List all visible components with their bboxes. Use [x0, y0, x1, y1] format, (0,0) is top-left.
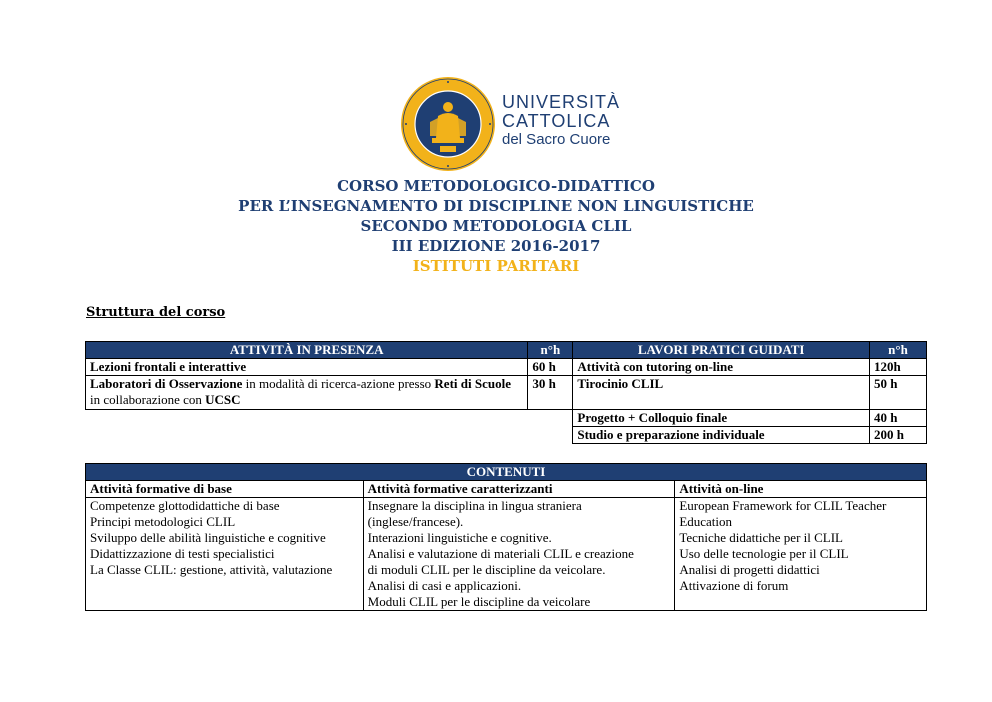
- table-cell-empty: [528, 410, 573, 427]
- table-cell: 40 h: [870, 410, 927, 427]
- table-cell: Studio e preparazione individuale: [573, 427, 870, 444]
- list-item: Moduli CLIL per le discipline da veicolare: [367, 594, 591, 609]
- table-cell: 120h: [870, 359, 927, 376]
- text: in modalità di ricerca-azione presso: [242, 376, 435, 391]
- table-cell: 30 h: [528, 376, 573, 410]
- title-line-2: PER L’INSEGNAMENTO DI DISCIPLINE NON LINGUISTICHE: [238, 197, 754, 215]
- column-title-base: Attività formative di base: [86, 481, 364, 498]
- text-bold: Laboratori di Osservazione: [90, 376, 243, 391]
- text-bold: UCSC: [205, 392, 241, 407]
- contenuti-table: [85, 463, 927, 611]
- list-item: La Classe CLIL: gestione, attività, valutazione: [90, 562, 333, 577]
- table-row: [86, 376, 927, 410]
- table-row: [86, 359, 927, 376]
- table-row: [86, 498, 927, 611]
- list-item: Interazioni linguistiche e cognitive.: [367, 530, 552, 545]
- title-line-5: ISTITUTI PARITARI: [412, 257, 580, 275]
- column-title-caratterizzanti: Attività formative caratterizzanti: [363, 481, 675, 498]
- document-title: [0, 176, 992, 276]
- header-hours-left: n°h: [528, 342, 573, 359]
- list-item: Analisi di casi e applicazioni.: [367, 578, 522, 593]
- section-title: Struttura del corso: [86, 305, 226, 320]
- table-cell: [86, 376, 528, 410]
- list-item: (inglese/francese).: [367, 514, 464, 529]
- content-cell-online: [675, 498, 927, 611]
- table-cell-empty: [528, 427, 573, 444]
- list-item: Education: [679, 514, 733, 529]
- list-item: Analisi di progetti didattici: [679, 562, 820, 577]
- table-row: [86, 410, 927, 427]
- table-row: [86, 427, 927, 444]
- university-wordmark: [502, 93, 620, 148]
- title-line-1: CORSO METODOLOGICO-DIDATTICO: [337, 177, 655, 195]
- university-seal-icon: [400, 76, 496, 172]
- table-row: [86, 342, 927, 359]
- header-contenuti: CONTENUTI: [86, 464, 927, 481]
- text-bold: Reti di Scuole: [434, 376, 511, 391]
- title-line-3: SECONDO METODOLOGIA CLIL: [360, 217, 632, 235]
- table-cell: 200 h: [870, 427, 927, 444]
- list-item: Sviluppo delle abilità linguistiche e cognitive: [90, 530, 326, 545]
- list-item: Didattizzazione di testi specialistici: [90, 546, 275, 561]
- university-logo: [400, 76, 620, 172]
- content-cell-caratterizzanti: [363, 498, 675, 611]
- header-hours-right: n°h: [870, 342, 927, 359]
- table-cell: Lezioni frontali e interattive: [86, 359, 528, 376]
- table-cell: Attività con tutoring on-line: [573, 359, 870, 376]
- list-item: Attivazione di forum: [679, 578, 789, 593]
- wordmark-line1: UNIVERSITÀ: [502, 92, 621, 112]
- header-attivita-presenza: ATTIVITÀ IN PRESENZA: [86, 342, 528, 359]
- table-cell-empty: [86, 410, 528, 427]
- list-item: di moduli CLIL per le discipline da veicolare.: [367, 562, 606, 577]
- wordmark-line3: del Sacro Cuore: [502, 131, 611, 148]
- table-cell: 60 h: [528, 359, 573, 376]
- table-cell: Tirocinio CLIL: [573, 376, 870, 410]
- content-cell-base: [86, 498, 364, 611]
- table-row: [86, 481, 927, 498]
- list-item: Tecniche didattiche per il CLIL: [679, 530, 843, 545]
- table-row: [86, 464, 927, 481]
- list-item: Insegnare la disciplina in lingua straniera: [367, 498, 582, 513]
- list-item: Analisi e valutazione di materiali CLIL e creazione: [367, 546, 634, 561]
- struttura-table: [85, 341, 927, 444]
- title-line-4: III EDIZIONE 2016-2017: [391, 237, 601, 255]
- column-title-online: Attività on-line: [675, 481, 927, 498]
- list-item: Competenze glottodidattiche di base: [90, 498, 280, 513]
- list-item: Uso delle tecnologie per il CLIL: [679, 546, 849, 561]
- table-cell: 50 h: [870, 376, 927, 410]
- header-lavori-pratici: LAVORI PRATICI GUIDATI: [573, 342, 870, 359]
- table-cell-empty: [86, 427, 528, 444]
- list-item: European Framework for CLIL Teacher: [679, 498, 887, 513]
- wordmark-line2: CATTOLICA: [502, 111, 611, 131]
- list-item: Principi metodologici CLIL: [90, 514, 236, 529]
- text: in collaborazione con: [90, 392, 206, 407]
- table-cell: Progetto + Colloquio finale: [573, 410, 870, 427]
